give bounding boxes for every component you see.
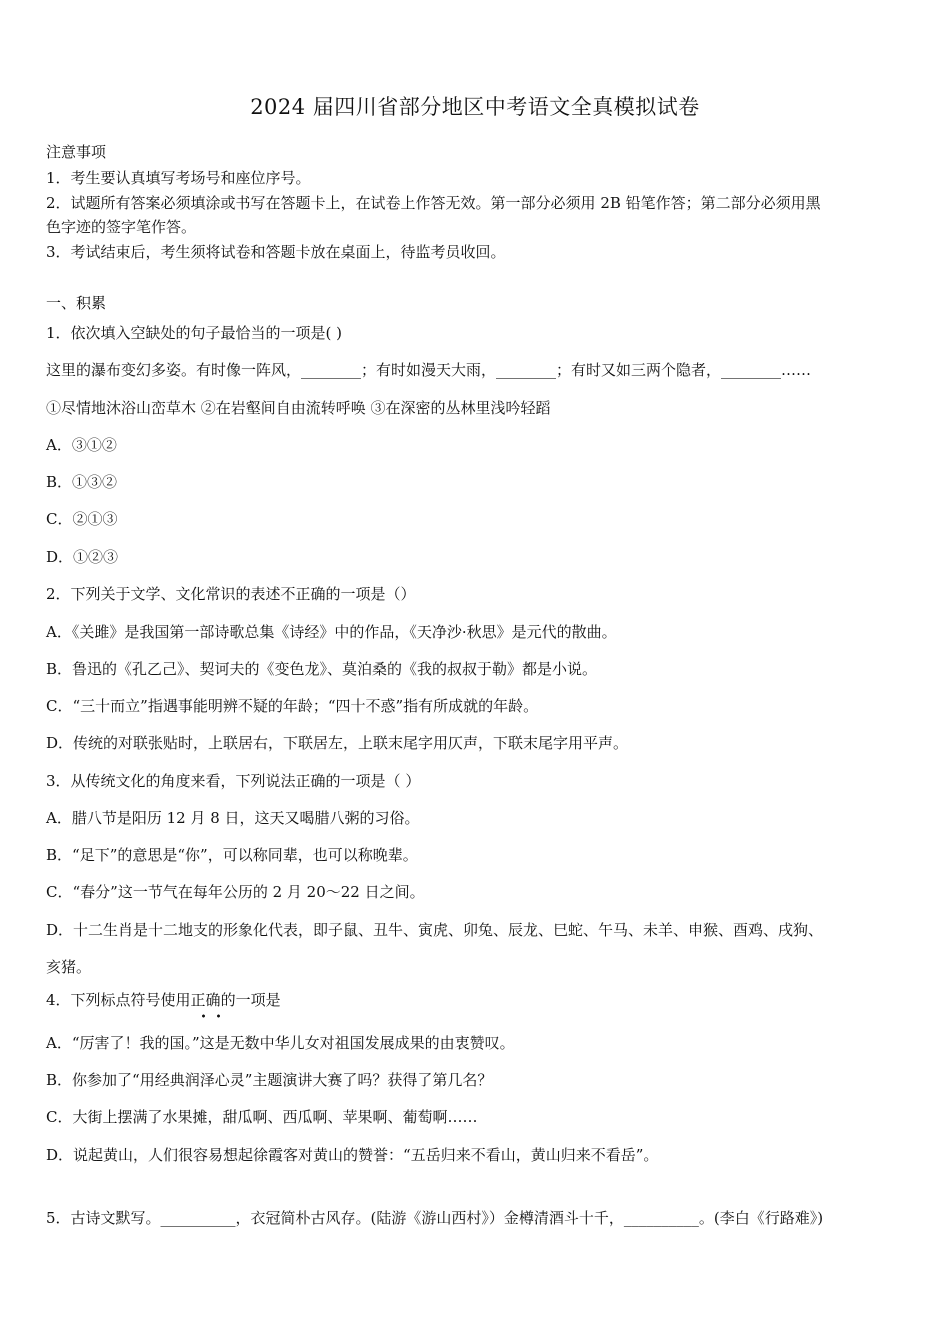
- question-4-option-a: A．“厉害了！我的国。”这是无数中华儿女对祖国发展成果的由衷赞叹。: [46, 1034, 515, 1052]
- question-3-option-c: C．“春分”这一节气在每年公历的 2 月 20～22 日之间。: [46, 883, 425, 901]
- question-4-option-c: C．大街上摆满了水果摊，甜瓜啊、西瓜啊、苹果啊、葡萄啊……: [46, 1108, 478, 1126]
- question-1-option-b: B．①③②: [46, 473, 118, 491]
- question-3-option-a: A．腊八节是阳历 12 月 8 日，这天又喝腊八粥的习俗。: [46, 809, 420, 827]
- question-4-stem: [46, 993, 281, 1008]
- question-2-stem: 2．下列关于文学、文化常识的表述不正确的一项是（）: [46, 585, 416, 603]
- question-3-option-b: B．“足下”的意思是“你”，可以称同辈，也可以称晚辈。: [46, 846, 418, 864]
- question-1-option-d: D．①②③: [46, 548, 119, 566]
- section-heading: 一、积累: [46, 294, 107, 312]
- notice-item-3: 3．考试结束后，考生须将试卷和答题卡放在桌面上，待监考员收回。: [46, 243, 506, 261]
- question-4-option-d: D．说起黄山，人们很容易想起徐霞客对黄山的赞誉：“五岳归来不看山，黄山归来不看岳”。: [46, 1146, 659, 1164]
- page-title: 2024 届四川省部分地区中考语文全真模拟试卷: [250, 95, 700, 119]
- question-1-passage: 这里的瀑布变幻多姿。有时像一阵风，________；有时如漫天大雨，________；有时又如三两个隐者，________……: [46, 361, 812, 379]
- question-2-option-c: C．“三十而立”指遇事能明辨不疑的年龄；“四十不惑”指有所成就的年龄。: [46, 697, 539, 715]
- notice-item-2-cont: 色字迹的签字笔作答。: [46, 218, 197, 236]
- question-1-sentences: ①尽情地沐浴山峦草木 ②在岩壑间自由流转呼唤 ③在深密的丛林里浅吟轻蹈: [46, 399, 551, 417]
- question-3-option-d: D．十二生肖是十二地支的形象化代表，即子鼠、丑牛、寅虎、卯兔、辰龙、巳蛇、午马、未羊、申猴、酉鸡、戌狗、: [46, 921, 824, 939]
- question-3-stem: 3．从传统文化的角度来看，下列说法正确的一项是（ ）: [46, 772, 421, 790]
- question-5-stem: 5．古诗文默写。__________，衣冠简朴古风存。(陆游《游山西村》）金樽清酒斗十千，__________。(李白《行路难》): [46, 1209, 824, 1227]
- question-4-stem-before: 4．下列标点符号使用: [46, 991, 191, 1009]
- question-4-stem-after: 的一项是: [220, 991, 281, 1009]
- question-1-stem: 1．依次填入空缺处的句子最恰当的一项是( ): [46, 324, 343, 342]
- notice-heading: 注意事项: [46, 143, 107, 161]
- question-3-option-d-cont: 亥猪。: [46, 958, 92, 976]
- notice-item-1: 1．考生要认真填写考场号和座位序号。: [46, 169, 311, 187]
- question-1-option-c: C．②①③: [46, 510, 118, 528]
- question-1-option-a: A．③①②: [46, 436, 117, 454]
- question-4-stem-emphasis: 正确: [190, 991, 221, 1009]
- notice-item-2: 2．试题所有答案必须填涂或书写在答题卡上，在试卷上作答无效。第一部分必须用 2B 铅笔作答；第二部分必须用黑: [46, 194, 821, 212]
- question-2-option-a: A．《关雎》是我国第一部诗歌总集《诗经》中的作品，《天净沙·秋思》是元代的散曲。: [46, 623, 617, 641]
- question-2-option-d: D．传统的对联张贴时，上联居右，下联居左，上联末尾字用仄声，下联末尾字用平声。: [46, 734, 629, 752]
- question-2-option-b: B．鲁迅的《孔乙己》、契诃夫的《变色龙》、莫泊桑的《我的叔叔于勒》都是小说。: [46, 660, 598, 678]
- question-4-option-b: B．你参加了“用经典润泽心灵”主题演讲大赛了吗？获得了第几名？: [46, 1071, 493, 1089]
